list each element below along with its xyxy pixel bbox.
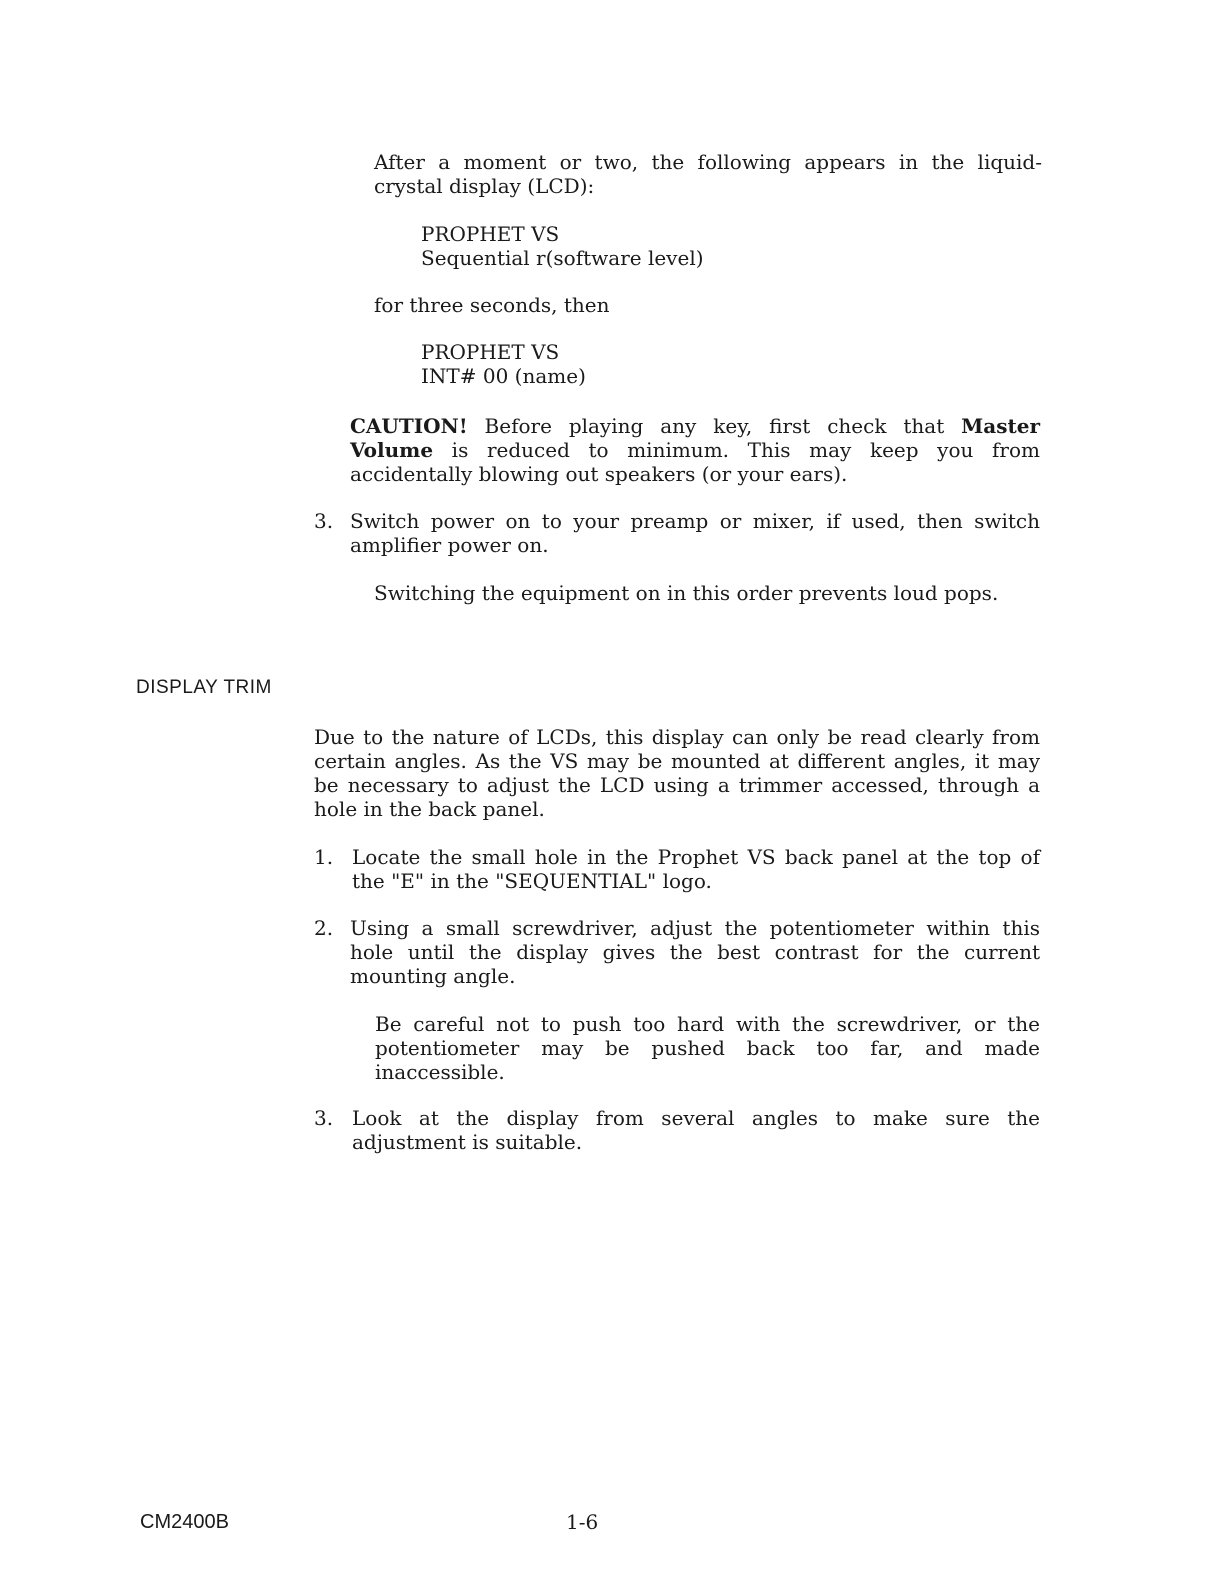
- lcd-line-2: Sequential r(software level): [421, 246, 704, 270]
- step-line: Using a small screwdriver, adjust the potentiometer within this: [350, 916, 1040, 940]
- trim-step-2: [314, 916, 1040, 988]
- step-line: the "E" in the "SEQUENTIAL" logo.: [352, 869, 712, 893]
- caution-note: [350, 414, 1040, 486]
- note-line: Be careful not to push too hard with the screwdriver, or the: [375, 1012, 1040, 1036]
- caution-line-3: accidentally blowing out speakers (or your ears).: [350, 462, 848, 486]
- display-trim-intro: [314, 725, 1040, 821]
- trim-step-2-note: [375, 1012, 1040, 1084]
- intro-line: certain angles. As the VS may be mounted at different angles, it may: [314, 749, 1040, 773]
- section-heading: [136, 676, 272, 700]
- lcd-readout-startup: [421, 222, 704, 270]
- step-line: mounting angle.: [350, 964, 516, 988]
- section-heading-text: DISPLAY TRIM: [136, 677, 272, 698]
- intro-paragraph: [374, 150, 1042, 198]
- caution-text: Before playing any key, first check that: [484, 414, 945, 438]
- step-number: 1.: [314, 845, 334, 869]
- power-step-3: [314, 509, 1040, 557]
- lcd-line-1: PROPHET VS: [421, 340, 560, 364]
- note-line: potentiometer may be pushed back too far, and made: [375, 1036, 1040, 1060]
- caution-text: is reduced to minimum. This may keep you from: [451, 438, 1040, 462]
- trim-step-1: [314, 845, 1040, 893]
- step-number: 3.: [314, 1106, 334, 1130]
- power-step-note: Switching the equipment on in this order prevents loud pops.: [374, 581, 999, 605]
- page-number: 1-6: [566, 1510, 599, 1534]
- step-line-2: amplifier power on.: [350, 533, 549, 557]
- transition-text: for three seconds, then: [374, 293, 610, 317]
- document-code: CM2400B: [140, 1511, 229, 1533]
- lcd-line-2: INT# 00 (name): [421, 364, 586, 388]
- caution-term-master: Master: [961, 414, 1041, 438]
- step-line: adjustment is suitable.: [352, 1130, 583, 1154]
- step-line-1: Switch power on to your preamp or mixer, if used, then switch: [350, 509, 1040, 533]
- step-number: 3.: [314, 509, 334, 533]
- caution-term-volume: Volume: [350, 438, 434, 462]
- caution-line-1: [350, 414, 1040, 438]
- intro-line: Due to the nature of LCDs, this display can only be read clearly from: [314, 725, 1040, 749]
- intro-line-2: crystal display (LCD):: [374, 174, 595, 198]
- caution-line-2: [350, 438, 1040, 462]
- trim-step-3: [314, 1106, 1040, 1154]
- step-number: 2.: [314, 916, 334, 940]
- step-line: Look at the display from several angles to make sure the: [352, 1106, 1040, 1130]
- lcd-readout-program: [421, 340, 586, 388]
- caution-label: CAUTION!: [350, 414, 468, 438]
- intro-line-1: After a moment or two, the following appears in the liquid-: [374, 150, 1042, 174]
- intro-line: hole in the back panel.: [314, 797, 545, 821]
- step-line: hole until the display gives the best contrast for the current: [350, 940, 1040, 964]
- note-line: inaccessible.: [375, 1060, 505, 1084]
- intro-line: be necessary to adjust the LCD using a trimmer accessed, through a: [314, 773, 1040, 797]
- lcd-line-1: PROPHET VS: [421, 222, 560, 246]
- step-line: Locate the small hole in the Prophet VS back panel at the top of: [352, 845, 1040, 869]
